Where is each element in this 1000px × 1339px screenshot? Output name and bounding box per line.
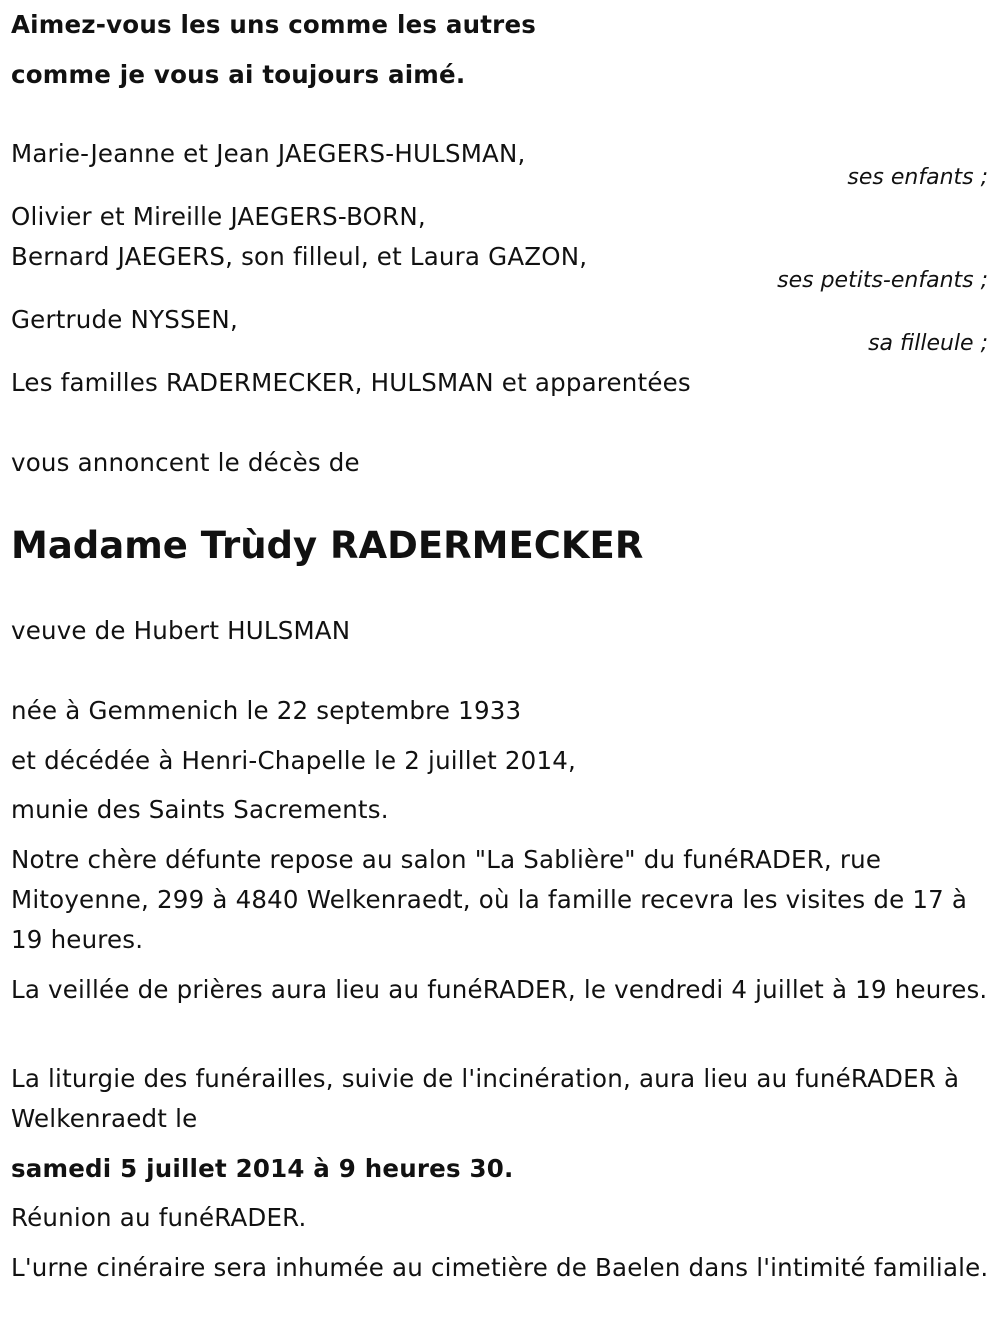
grandchildren-role: ses petits-enfants ; — [777, 268, 988, 293]
families-line: Les familles RADERMECKER, HULSMAN et apparentées — [11, 368, 691, 397]
children-role: ses enfants ; — [847, 165, 988, 190]
urn-paragraph: L'urne cinéraire sera inhumée au cimetière de Baelen dans l'intimité familiale. — [11, 1253, 989, 1282]
grandchild-line-2: Bernard JAEGERS, son filleul, et Laura GAZON, — [11, 242, 588, 271]
viewing-paragraph: Notre chère défunte repose au salon "La Sablière" du funéRADER, rue Mitoyenne, 299 à 4840 Welkenraedt, où la famille recevra les visites de 17 à 19 heures. — [11, 845, 968, 954]
vigil-paragraph: La veillée de prières aura lieu au funéRADER, le vendredi 4 juillet à 19 heures. — [11, 975, 988, 1004]
quote-line-2: comme je vous ai toujours aimé. — [11, 60, 466, 89]
reunion-line: Réunion au funéRADER. — [11, 1203, 307, 1232]
grandchild-line-1: Olivier et Mireille JAEGERS-BORN, — [11, 202, 426, 231]
sacraments-line: munie des Saints Sacrements. — [11, 795, 389, 824]
deceased-name: Madame Trùdy RADERMECKER — [11, 524, 644, 567]
quote-line-1: Aimez-vous les uns comme les autres — [11, 10, 537, 39]
death-line: et décédée à Henri-Chapelle le 2 juillet 2014, — [11, 746, 577, 775]
birth-line: née à Gemmenich le 22 septembre 1933 — [11, 696, 522, 725]
liturgy-paragraph: La liturgie des funérailles, suivie de l'incinération, aura lieu au funéRADER à Welkenraedt le — [11, 1064, 960, 1133]
goddaughter-role: sa filleule ; — [868, 331, 988, 356]
funeral-date: samedi 5 juillet 2014 à 9 heures 30. — [11, 1154, 514, 1183]
children-names: Marie-Jeanne et Jean JAEGERS-HULSMAN, — [11, 139, 526, 168]
announce-line: vous annoncent le décès de — [11, 448, 360, 477]
goddaughter-name: Gertrude NYSSEN, — [11, 305, 238, 334]
widow-of-line: veuve de Hubert HULSMAN — [11, 616, 351, 645]
